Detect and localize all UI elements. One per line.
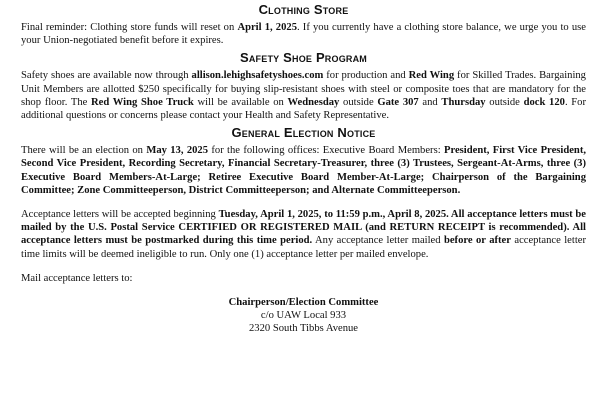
election-date: May 13, 2025 xyxy=(146,145,209,157)
acceptance-deadline-bold: Tuesday, April 1, 2025, to 11:59 p.m., April 8, 2025. All acceptance letters must be mailed by the U.S. Postal Service CERTIFIED OR REGISTERED MAIL (and RETURN RECEIPT is recommended). All acceptance letters must be postmarked during this time period. xyxy=(21,209,587,247)
red-wing-label: Red Wing xyxy=(408,70,455,82)
address-recipient: Chairperson/Election Committee xyxy=(228,297,379,309)
safety-shoe-website-link[interactable]: allison.lehighsafetyshoes.com xyxy=(191,70,324,82)
safety-shoe-paragraph xyxy=(21,69,586,122)
safety-text-7: outside xyxy=(485,96,524,108)
gate-label: Gate 307 xyxy=(377,96,419,108)
safety-text-4: will be available on xyxy=(193,96,288,108)
safety-text-5: outside xyxy=(339,96,378,108)
safety-text-1: Safety shoes are available now through xyxy=(21,70,192,82)
address-line-2: 2320 South Tibbs Avenue xyxy=(249,323,358,335)
safety-text-2: for production and xyxy=(323,70,409,82)
acceptance-text-1: Acceptance letters will be accepted beginning xyxy=(21,209,219,221)
mailing-address xyxy=(21,296,586,336)
red-wing-truck-label: Red Wing Shoe Truck xyxy=(91,96,194,108)
before-or-after-bold: before or after xyxy=(443,235,511,247)
thursday-label: Thursday xyxy=(441,96,486,108)
clothing-store-reset-date: April 1, 2025 xyxy=(237,22,297,33)
clothing-store-heading: Clothing Store xyxy=(258,2,349,17)
election-text-1: There will be an election on xyxy=(21,145,147,157)
wednesday-label: Wednesday xyxy=(287,96,340,108)
clothing-store-paragraph xyxy=(21,21,586,47)
safety-text-8: . For additional questions or concerns please contact your Health and Safety Representative. xyxy=(21,96,587,122)
clothing-store-text-2: . If you currently have a clothing store balance, we urge you to use your Union-negotiated benefit before it expires. xyxy=(21,22,586,47)
safety-shoe-heading: Safety Shoe Program xyxy=(239,50,368,66)
dock-label: dock 120 xyxy=(523,96,565,108)
acceptance-letters-paragraph xyxy=(21,208,586,261)
safety-text-3: for Skilled Trades. Bargaining Unit Members are allotted $250 specifically for buying slip-resistant shoes with steel or composite toes that are mandatory for the shop floor. The xyxy=(21,70,586,108)
election-heading: General Election Notice xyxy=(231,125,376,141)
election-text-2: for the following offices: Executive Board Members: xyxy=(208,145,444,157)
mail-to-label: Mail acceptance letters to: xyxy=(21,272,133,284)
acceptance-text-2: Any acceptance letter mailed xyxy=(312,235,444,247)
safety-text-6: and xyxy=(418,96,442,108)
address-line-1: c/o UAW Local 933 xyxy=(260,310,347,322)
acceptance-text-3: acceptance letter time limits will be deemed ineligible to run. Only one (1) acceptance letter per mailed envelope. xyxy=(21,235,586,260)
election-offices-list: President, First Vice President, Second Vice President, Recording Secretary, Financial Secretary-Treasurer, three (3) Trustees, Sergeant-At-Arms, three (3) Executive Board Members-At-Large; Retiree Executive Board Member-At-Large; Chairperson of the Bargaining Committee; Zone Committeeperson, District Committeeperson; and Alternate Committeeperson. xyxy=(21,145,586,196)
election-offices-paragraph xyxy=(21,144,586,197)
clothing-store-text-1: Final reminder: Clothing store funds will reset on xyxy=(21,22,238,33)
